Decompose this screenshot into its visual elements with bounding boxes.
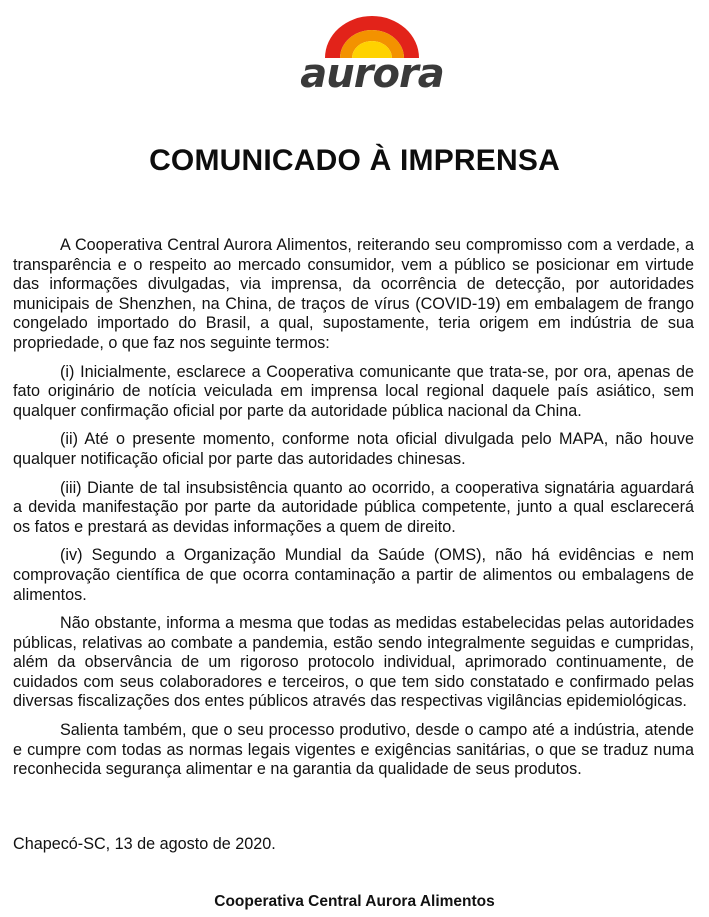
page-title: COMUNICADO À IMPRENSA: [149, 144, 560, 177]
point-iv-paragraph: (iv) Segundo a Organização Mundial da Saúde (OMS), não há evidências e nem comprovação científica de que ocorra contaminação a partir de alimentos ou embalagens de alimentos.: [13, 546, 694, 604]
press-release-body: [13, 236, 694, 789]
aurora-logo-graphic: [287, 6, 457, 94]
point-ii-paragraph: (ii) Até o presente momento, conforme nota oficial divulgada pelo MAPA, não houve qualquer notificação oficial por parte das autoridades chinesas.: [13, 430, 694, 468]
dateline: Chapecó-SC, 13 de agosto de 2020.: [13, 835, 276, 853]
measures-paragraph: Não obstante, informa a mesma que todas as medidas estabelecidas pelas autoridades públicas, relativas ao combate a pandemia, estão sendo integralmente seguidas e cumpridas, além da observância de um rigoroso protocolo individual, aprimorado continuamente, de cuidados com seus colaboradores e terceiros, o que tem sido constatado e confirmado pelas diversas fiscalizações dos entes públicos através das respectivas vigilâncias epidemiológicas.: [13, 614, 694, 711]
point-iii-paragraph: (iii) Diante de tal insubsistência quanto ao ocorrido, a cooperativa signatária aguardará a devida manifestação por parte da autoridade pública competente, junto a qual esclarecerá os fatos e prestará as devidas informações a quem de direito.: [13, 478, 694, 536]
aurora-logo: [287, 6, 457, 94]
signature: Cooperativa Central Aurora Alimentos: [214, 893, 495, 910]
point-i-paragraph: (i) Inicialmente, esclarece a Cooperativa comunicante que trata-se, por ora, apenas de fato originário de notícia veiculada em imprensa local regional daquele país asiático, sem qualquer confirmação oficial por parte da autoridade pública nacional da China.: [13, 362, 694, 420]
intro-paragraph: A Cooperativa Central Aurora Alimentos, reiterando seu compromisso com a verdade, a transparência e o respeito ao mercado consumidor, vem a público se posicionar em virtude das informações divulgadas, via imprensa, da ocorrência de detecção, por autoridades municipais de Shenzhen, na China, de traços de vírus (COVID-19) em embalagem de frango congelado importado do Brasil, a qual, supostamente, teria origem em indústria de sua propriedade, o que faz nos seguinte termos:: [13, 236, 694, 352]
production-paragraph: Salienta também, que o seu processo produtivo, desde o campo até a indústria, atende e cumpre com todas as normas legais vigentes e exigências sanitárias, o que se traduz numa reconhecida segurança alimentar e na garantia da qualidade de seus produtos.: [13, 721, 694, 779]
logo-wordmark: aurora: [300, 51, 444, 94]
